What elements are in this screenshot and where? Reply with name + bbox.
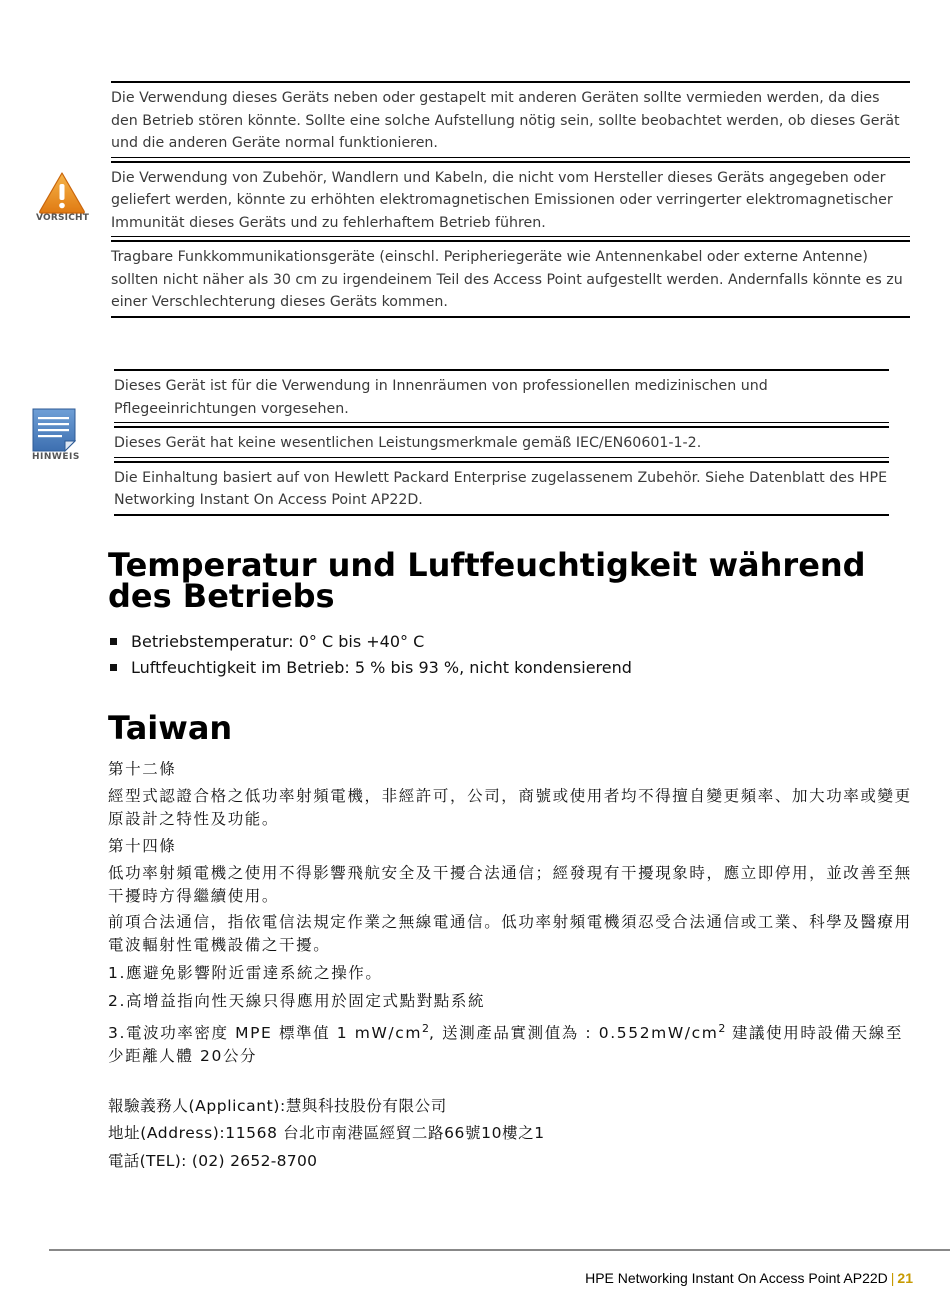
vorsicht-row-3: Tragbare Funkkommunikationsgeräte (einschl. Peripheriegeräte wie Antennenkabel oder externe Antenne) sollten nicht näher als 30 cm zu irgendeinem Teil des Access Point aufgestellt werden. Andernfalls könnte es zu einer Verschlechterung dieses Geräts kommen.	[111, 240, 910, 318]
vorsicht-label: VORSICHT	[36, 213, 90, 223]
applicant-line: 報驗義務人(Applicant):慧與科技股份有限公司	[108, 1097, 447, 1115]
list-item	[108, 655, 632, 681]
warning-triangle-icon	[37, 171, 87, 219]
page-number: 21	[897, 1270, 913, 1286]
item-3-sup-1: 2	[422, 1022, 430, 1035]
list-item-text: Luftfeuchtigkeit im Betrieb: 5 % bis 93 %, nicht kondensierend	[131, 658, 632, 677]
list-item-text: Betriebstemperatur: 0° C bis +40° C	[131, 632, 425, 651]
item-3-part-c: 建議使用時設備天線至少距離人體 20公分	[108, 1024, 903, 1066]
item-3-text	[108, 1017, 913, 1068]
hinweis-label: HINWEIS	[32, 452, 80, 462]
taiwan-heading: Taiwan	[108, 709, 233, 747]
item-2-text: 2.高增益指向性天線只得應用於固定式點對點系統	[108, 992, 486, 1010]
hinweis-row-1: Dieses Gerät ist für die Verwendung in Innenräumen von professionellen medizinischen und Pflegeeinrichtungen vorgesehen.	[114, 369, 889, 423]
tel-line: 電話(TEL): (02) 2652-8700	[108, 1152, 318, 1170]
footer-separator: |	[890, 1270, 895, 1286]
legal-comm-text: 前項合法通信，指依電信法規定作業之無線電通信。低功率射頻電機須忍受合法通信或工業、科學及醫療用電波輻射性電機設備之干擾。	[108, 913, 912, 954]
article-12-label: 第十二條	[108, 760, 177, 778]
note-icon	[32, 408, 76, 452]
hinweis-row-3: Die Einhaltung basiert auf von Hewlett Packard Enterprise zugelassenem Zubehör. Siehe Datenblatt des HPE Networking Instant On Access Point AP22D.	[114, 461, 889, 516]
page-footer	[585, 1270, 913, 1286]
hinweis-row-2: Dieses Gerät hat keine wesentlichen Leistungsmerkmale gemäß IEC/EN60601-1-2.	[114, 426, 889, 458]
item-1-text: 1.應避免影響附近雷達系統之操作。	[108, 964, 383, 982]
bullet-square-icon	[110, 638, 117, 645]
item-3-sup-2: 2	[718, 1022, 726, 1035]
temperature-bullet-list	[108, 629, 632, 681]
temperature-heading: Temperatur und Luftfeuchtigkeit während des Betriebs	[108, 546, 866, 615]
footer-title: HPE Networking Instant On Access Point AP22D	[585, 1270, 888, 1286]
footer-divider	[49, 1249, 950, 1251]
vorsicht-row-1: Die Verwendung dieses Geräts neben oder gestapelt mit anderen Geräten sollte vermieden werden, da dies den Betrieb stören könnte. Sollte eine solche Aufstellung nötig sein, sollte beobachtet werden, ob dieses Gerät und die anderen Geräte normal funktionieren.	[111, 81, 910, 158]
article-14-text: 低功率射頻電機之使用不得影響飛航安全及干擾合法通信；經發現有干擾現象時，應立即停用，並改善至無干擾時方得繼續使用。	[108, 864, 912, 905]
vorsicht-notice	[111, 81, 910, 318]
address-line: 地址(Address):11568 台北市南港區經貿二路66號10樓之1	[108, 1124, 545, 1142]
article-14-label: 第十四條	[108, 837, 177, 855]
list-item	[108, 629, 632, 655]
item-3-part-a: 3.電波功率密度 MPE 標準值 1 mW/cm	[108, 1024, 423, 1043]
article-12-text: 經型式認證合格之低功率射頻電機，非經許可，公司，商號或使用者均不得擅自變更頻率、加大功率或變更原設計之特性及功能。	[108, 787, 912, 828]
item-3-part-b: , 送測產品實測值為 : 0.552mW/cm	[429, 1024, 719, 1043]
vorsicht-row-2: Die Verwendung von Zubehör, Wandlern und Kabeln, die nicht vom Hersteller dieses Geräts angegeben oder geliefert werden, könnte zu erhöhten elektromagnetischen Emissionen oder verringerter elektromagnetischer Immunität dieses Geräts und zu fehlerhaftem Betrieb führen.	[111, 161, 910, 238]
hinweis-notice	[114, 369, 889, 516]
bullet-square-icon	[110, 664, 117, 671]
